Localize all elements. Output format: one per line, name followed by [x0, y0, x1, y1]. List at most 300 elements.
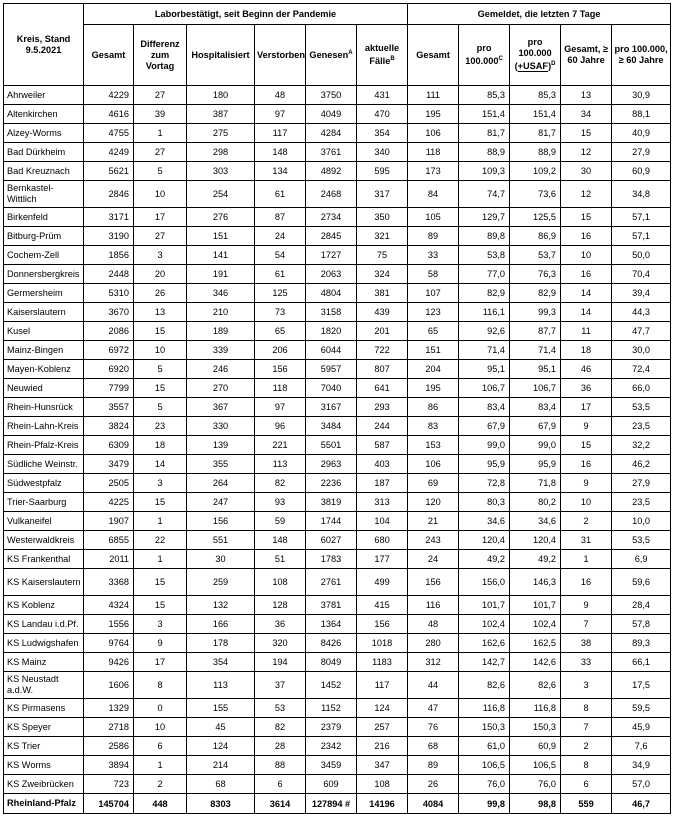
cell-week-60-plus-pro-100000: 57,0: [612, 775, 671, 794]
cell-genesen: 1820: [306, 322, 357, 341]
cell-gesamt: 9764: [84, 634, 134, 653]
cell-verstorben: 6: [255, 775, 306, 794]
cell-week-pro-100000-usaf: 49,2: [510, 550, 561, 569]
cell-week-60-plus: 17: [561, 398, 612, 417]
cell-gesamt: 2846: [84, 181, 134, 208]
cell-week-pro-100000: 76,0: [459, 775, 510, 794]
table-row: [4, 531, 671, 550]
cell-aktuelle-faelle: 313: [357, 493, 408, 512]
cell-region-name: Ahrweiler: [4, 86, 84, 105]
cell-region-name: Bad Kreuznach: [4, 162, 84, 181]
cell-differenz: 27: [134, 227, 187, 246]
cell-gesamt: 3479: [84, 455, 134, 474]
cell-gesamt: 1856: [84, 246, 134, 265]
cell-aktuelle-faelle: 117: [357, 672, 408, 699]
table-wrapper: [3, 3, 670, 814]
cell-week-60-plus: 9: [561, 474, 612, 493]
cell-differenz: 13: [134, 303, 187, 322]
cell-aktuelle-faelle: 244: [357, 417, 408, 436]
cell-week-pro-100000: 156,0: [459, 569, 510, 596]
cell-week-60-plus-pro-100000: 53,5: [612, 531, 671, 550]
header-aktuelle-faelle: [357, 25, 408, 86]
cell-region-name: Vulkaneifel: [4, 512, 84, 531]
table-row: [4, 672, 671, 699]
table-row: [4, 265, 671, 284]
cell-differenz: 20: [134, 265, 187, 284]
header-usaf-label-c: ): [548, 61, 552, 72]
cell-aktuelle-faelle: 187: [357, 474, 408, 493]
table-row: [4, 615, 671, 634]
cell-region-name: Altenkirchen: [4, 105, 84, 124]
cell-verstorben: 54: [255, 246, 306, 265]
cell-gesamt: 4616: [84, 105, 134, 124]
cell-week-60-plus: 16: [561, 569, 612, 596]
cell-region-name: KS Frankenthal: [4, 550, 84, 569]
cell-differenz: 27: [134, 86, 187, 105]
cell-week-60-plus-pro-100000: 40,9: [612, 124, 671, 143]
cell-aktuelle-faelle: 1183: [357, 653, 408, 672]
cell-verstorben: 24: [255, 227, 306, 246]
cell-genesen: 7040: [306, 379, 357, 398]
cell-week-pro-100000-usaf: 80,2: [510, 493, 561, 512]
cell-gesamt: 9426: [84, 653, 134, 672]
cell-week-60-plus: 33: [561, 653, 612, 672]
cell-region-name: KS Neustadt a.d.W.: [4, 672, 84, 699]
cell-region-name: Germersheim: [4, 284, 84, 303]
cell-week-60-plus-pro-100000: 30,9: [612, 86, 671, 105]
cell-week-gesamt: 120: [408, 493, 459, 512]
cell-week-60-plus-pro-100000: 57,8: [612, 615, 671, 634]
cell-region-name: KS Landau i.d.Pf.: [4, 615, 84, 634]
cell-week-60-plus: 12: [561, 143, 612, 162]
cell-hospitalisiert: 247: [187, 493, 255, 512]
cell-gesamt: 4229: [84, 86, 134, 105]
cell-region-name: Birkenfeld: [4, 208, 84, 227]
cell-hospitalisiert: 124: [187, 737, 255, 756]
cell-region-name: Südliche Weinstr.: [4, 455, 84, 474]
cell-genesen: 1783: [306, 550, 357, 569]
cell-genesen: 6044: [306, 341, 357, 360]
cell-week-60-plus: 36: [561, 379, 612, 398]
cell-region-name: Rhein-Pfalz-Kreis: [4, 436, 84, 455]
footnote-a: A: [348, 50, 353, 57]
cell-week-60-plus: 15: [561, 124, 612, 143]
cell-aktuelle-faelle: 470: [357, 105, 408, 124]
cell-verstorben: 118: [255, 379, 306, 398]
cell-hospitalisiert: 330: [187, 417, 255, 436]
cell-week-60-plus: 38: [561, 634, 612, 653]
cell-aktuelle-faelle: 587: [357, 436, 408, 455]
cell-hospitalisiert: 346: [187, 284, 255, 303]
cell-week-60-plus-pro-100000: 44,3: [612, 303, 671, 322]
cell-aktuelle-faelle: 595: [357, 162, 408, 181]
cell-week-pro-100000: 102,4: [459, 615, 510, 634]
cell-hospitalisiert: 178: [187, 634, 255, 653]
cell-hospitalisiert: 45: [187, 718, 255, 737]
cell-week-gesamt: 84: [408, 181, 459, 208]
cell-region-name: KS Koblenz: [4, 596, 84, 615]
cell-aktuelle-faelle: 340: [357, 143, 408, 162]
cell-region-name: Mainz-Bingen: [4, 341, 84, 360]
cell-genesen: 3167: [306, 398, 357, 417]
cell-week-gesamt: 24: [408, 550, 459, 569]
table-row: [4, 303, 671, 322]
table-row: [4, 284, 671, 303]
cell-verstorben: 113: [255, 455, 306, 474]
cell-week-pro-100000: 106,5: [459, 756, 510, 775]
cell-week-pro-100000-usaf: 125,5: [510, 208, 561, 227]
cell-week-60-plus: 3: [561, 672, 612, 699]
table-row: [4, 474, 671, 493]
cell-week-gesamt: 105: [408, 208, 459, 227]
cell-week-pro-100000: 49,2: [459, 550, 510, 569]
cell-genesen: 3484: [306, 417, 357, 436]
covid-statistics-table: [3, 3, 671, 814]
cell-week-gesamt: 89: [408, 756, 459, 775]
cell-gesamt: 2086: [84, 322, 134, 341]
cell-genesen: 2845: [306, 227, 357, 246]
cell-week-60-plus-pro-100000: 34,8: [612, 181, 671, 208]
table-row: [4, 143, 671, 162]
cell-week-60-plus: 10: [561, 493, 612, 512]
cell-hospitalisiert: 355: [187, 455, 255, 474]
cell-week-pro-100000: 142,7: [459, 653, 510, 672]
cell-differenz: 14: [134, 455, 187, 474]
table-row: [4, 756, 671, 775]
cell-week-pro-100000: 95,9: [459, 455, 510, 474]
cell-hospitalisiert: 276: [187, 208, 255, 227]
cell-differenz: 5: [134, 360, 187, 379]
cell-differenz: 15: [134, 493, 187, 512]
cell-differenz: 2: [134, 775, 187, 794]
cell-week-60-plus-pro-100000: 57,1: [612, 208, 671, 227]
cell-verstorben: 51: [255, 550, 306, 569]
cell-aktuelle-faelle: 439: [357, 303, 408, 322]
cell-genesen: 2063: [306, 265, 357, 284]
cell-differenz: 3: [134, 615, 187, 634]
cell-week-pro-100000: 72,8: [459, 474, 510, 493]
cell-differenz: 3: [134, 474, 187, 493]
cell-genesen: 5957: [306, 360, 357, 379]
cell-verstorben: 97: [255, 398, 306, 417]
cell-aktuelle-faelle: 350: [357, 208, 408, 227]
cell-week-gesamt: 48: [408, 615, 459, 634]
cell-week-gesamt: 89: [408, 227, 459, 246]
cell-genesen: 2342: [306, 737, 357, 756]
cell-differenz: 23: [134, 417, 187, 436]
cell-week-pro-100000: 95,1: [459, 360, 510, 379]
header-verstorben: Verstorben: [255, 25, 306, 86]
table-row: [4, 398, 671, 417]
cell-week-pro-100000-usaf: 76,0: [510, 775, 561, 794]
table-row: [4, 596, 671, 615]
cell-differenz: 15: [134, 379, 187, 398]
cell-aktuelle-faelle: 293: [357, 398, 408, 417]
cell-gesamt: 4324: [84, 596, 134, 615]
cell-genesen: 4892: [306, 162, 357, 181]
cell-week-60-plus-pro-100000: 66,0: [612, 379, 671, 398]
cell-verstorben: 93: [255, 493, 306, 512]
cell-hospitalisiert: 367: [187, 398, 255, 417]
cell-region-name: KS Trier: [4, 737, 84, 756]
cell-week-60-plus-pro-100000: 32,2: [612, 436, 671, 455]
cell-week-60-plus-pro-100000: 47,7: [612, 322, 671, 341]
cell-genesen: 1364: [306, 615, 357, 634]
cell-aktuelle-faelle: 177: [357, 550, 408, 569]
cell-genesen: 4804: [306, 284, 357, 303]
table-row: [4, 569, 671, 596]
cell-gesamt: 3824: [84, 417, 134, 436]
cell-verstorben: 194: [255, 653, 306, 672]
header-week-60-plus: Gesamt, ≥ 60 Jahre: [561, 25, 612, 86]
cell-gesamt: 3557: [84, 398, 134, 417]
table-row: [4, 208, 671, 227]
cell-week-pro-100000: 88,9: [459, 143, 510, 162]
cell-week-60-plus: 559: [561, 794, 612, 814]
cell-hospitalisiert: 264: [187, 474, 255, 493]
cell-hospitalisiert: 254: [187, 181, 255, 208]
cell-gesamt: 1907: [84, 512, 134, 531]
cell-week-60-plus-pro-100000: 50,0: [612, 246, 671, 265]
cell-week-pro-100000: 92,6: [459, 322, 510, 341]
cell-aktuelle-faelle: 722: [357, 341, 408, 360]
cell-week-pro-100000-usaf: 101,7: [510, 596, 561, 615]
cell-aktuelle-faelle: 156: [357, 615, 408, 634]
cell-genesen: 3761: [306, 143, 357, 162]
cell-hospitalisiert: 387: [187, 105, 255, 124]
cell-verstorben: 148: [255, 143, 306, 162]
cell-genesen: 127894 #: [306, 794, 357, 814]
table-row: [4, 775, 671, 794]
cell-week-pro-100000: 151,4: [459, 105, 510, 124]
cell-week-pro-100000: 67,9: [459, 417, 510, 436]
cell-gesamt: 4225: [84, 493, 134, 512]
cell-week-pro-100000-usaf: 109,2: [510, 162, 561, 181]
cell-week-60-plus-pro-100000: 53,5: [612, 398, 671, 417]
cell-week-60-plus: 14: [561, 303, 612, 322]
table-row: [4, 105, 671, 124]
cell-gesamt: 2448: [84, 265, 134, 284]
cell-differenz: 27: [134, 143, 187, 162]
table-row: [4, 550, 671, 569]
cell-week-pro-100000-usaf: 83,4: [510, 398, 561, 417]
cell-hospitalisiert: 8303: [187, 794, 255, 814]
cell-hospitalisiert: 275: [187, 124, 255, 143]
cell-week-60-plus: 34: [561, 105, 612, 124]
cell-region-name: Rheinland-Pfalz: [4, 794, 84, 814]
cell-genesen: 2379: [306, 718, 357, 737]
cell-hospitalisiert: 191: [187, 265, 255, 284]
table-row: [4, 718, 671, 737]
cell-hospitalisiert: 113: [187, 672, 255, 699]
cell-gesamt: 6972: [84, 341, 134, 360]
cell-region-name: KS Mainz: [4, 653, 84, 672]
cell-region-name: Rhein-Lahn-Kreis: [4, 417, 84, 436]
cell-differenz: 1: [134, 550, 187, 569]
cell-week-60-plus-pro-100000: 23,5: [612, 417, 671, 436]
cell-week-pro-100000-usaf: 162,5: [510, 634, 561, 653]
cell-week-pro-100000-usaf: 106,5: [510, 756, 561, 775]
cell-week-pro-100000: 81,7: [459, 124, 510, 143]
cell-verstorben: 61: [255, 181, 306, 208]
table-row: [4, 737, 671, 756]
cell-week-pro-100000: 85,3: [459, 86, 510, 105]
cell-hospitalisiert: 139: [187, 436, 255, 455]
cell-verstorben: 320: [255, 634, 306, 653]
cell-week-pro-100000-usaf: 88,9: [510, 143, 561, 162]
table-row: [4, 246, 671, 265]
cell-gesamt: 1606: [84, 672, 134, 699]
cell-week-60-plus-pro-100000: 39,4: [612, 284, 671, 303]
cell-week-pro-100000-usaf: 150,3: [510, 718, 561, 737]
cell-hospitalisiert: 189: [187, 322, 255, 341]
cell-differenz: 5: [134, 162, 187, 181]
cell-region-name: Südwestpfalz: [4, 474, 84, 493]
cell-week-gesamt: 4084: [408, 794, 459, 814]
header-gesamt: Gesamt: [84, 25, 134, 86]
cell-week-60-plus-pro-100000: 34,9: [612, 756, 671, 775]
cell-week-60-plus: 13: [561, 86, 612, 105]
cell-region-name: KS Zweibrücken: [4, 775, 84, 794]
cell-region-name: KS Pirmasens: [4, 699, 84, 718]
cell-week-60-plus-pro-100000: 23,5: [612, 493, 671, 512]
cell-week-pro-100000: 61,0: [459, 737, 510, 756]
cell-region-name: Kaiserslautern: [4, 303, 84, 322]
cell-gesamt: 1329: [84, 699, 134, 718]
cell-week-pro-100000: 71,4: [459, 341, 510, 360]
cell-week-gesamt: 83: [408, 417, 459, 436]
cell-week-gesamt: 86: [408, 398, 459, 417]
cell-gesamt: 2586: [84, 737, 134, 756]
cell-week-gesamt: 21: [408, 512, 459, 531]
cell-week-pro-100000: 74,7: [459, 181, 510, 208]
cell-differenz: 18: [134, 436, 187, 455]
cell-genesen: 6027: [306, 531, 357, 550]
cell-week-60-plus: 7: [561, 615, 612, 634]
cell-gesamt: 4249: [84, 143, 134, 162]
cell-week-gesamt: 116: [408, 596, 459, 615]
cell-gesamt: 7799: [84, 379, 134, 398]
cell-week-pro-100000-usaf: 142,6: [510, 653, 561, 672]
header-genesen: [306, 25, 357, 86]
cell-week-pro-100000-usaf: 67,9: [510, 417, 561, 436]
table-row: [4, 417, 671, 436]
table-row: [4, 512, 671, 531]
cell-week-pro-100000: 82,6: [459, 672, 510, 699]
cell-aktuelle-faelle: 257: [357, 718, 408, 737]
cell-region-name: Trier-Saarburg: [4, 493, 84, 512]
cell-week-60-plus: 16: [561, 227, 612, 246]
cell-week-pro-100000: 109,3: [459, 162, 510, 181]
cell-hospitalisiert: 246: [187, 360, 255, 379]
cell-genesen: 1152: [306, 699, 357, 718]
cell-genesen: 1452: [306, 672, 357, 699]
cell-hospitalisiert: 214: [187, 756, 255, 775]
cell-aktuelle-faelle: 347: [357, 756, 408, 775]
cell-week-pro-100000: 99,8: [459, 794, 510, 814]
cell-week-pro-100000-usaf: 120,4: [510, 531, 561, 550]
footnote-d: D: [551, 61, 556, 68]
cell-week-gesamt: 65: [408, 322, 459, 341]
cell-gesamt: 3190: [84, 227, 134, 246]
cell-week-60-plus-pro-100000: 89,3: [612, 634, 671, 653]
cell-week-60-plus-pro-100000: 59,5: [612, 699, 671, 718]
cell-week-pro-100000-usaf: 95,9: [510, 455, 561, 474]
cell-week-60-plus: 2: [561, 512, 612, 531]
cell-gesamt: 2011: [84, 550, 134, 569]
cell-genesen: 609: [306, 775, 357, 794]
usaf-link[interactable]: +USAF: [517, 61, 549, 72]
cell-region-name: Kusel: [4, 322, 84, 341]
header-usaf-label-a: pro 100.000 (: [514, 37, 552, 72]
table-row: [4, 227, 671, 246]
cell-verstorben: 96: [255, 417, 306, 436]
table-row: [4, 455, 671, 474]
cell-week-60-plus-pro-100000: 6,9: [612, 550, 671, 569]
cell-hospitalisiert: 270: [187, 379, 255, 398]
cell-week-gesamt: 68: [408, 737, 459, 756]
cell-week-gesamt: 243: [408, 531, 459, 550]
cell-week-pro-100000: 150,3: [459, 718, 510, 737]
cell-differenz: 17: [134, 208, 187, 227]
cell-hospitalisiert: 259: [187, 569, 255, 596]
cell-aktuelle-faelle: 403: [357, 455, 408, 474]
table-row: [4, 634, 671, 653]
cell-gesamt: 6855: [84, 531, 134, 550]
cell-genesen: 3819: [306, 493, 357, 512]
cell-gesamt: 1556: [84, 615, 134, 634]
cell-aktuelle-faelle: 354: [357, 124, 408, 143]
cell-hospitalisiert: 339: [187, 341, 255, 360]
cell-aktuelle-faelle: 324: [357, 265, 408, 284]
table-row: [4, 436, 671, 455]
cell-week-60-plus-pro-100000: 59,6: [612, 569, 671, 596]
cell-week-pro-100000: 106,7: [459, 379, 510, 398]
cell-week-pro-100000-usaf: 87,7: [510, 322, 561, 341]
cell-differenz: 1: [134, 512, 187, 531]
cell-week-pro-100000: 99,0: [459, 436, 510, 455]
cell-verstorben: 48: [255, 86, 306, 105]
cell-week-60-plus-pro-100000: 45,9: [612, 718, 671, 737]
cell-week-60-plus-pro-100000: 7,6: [612, 737, 671, 756]
cell-week-pro-100000-usaf: 34,6: [510, 512, 561, 531]
cell-week-pro-100000-usaf: 146,3: [510, 569, 561, 596]
cell-verstorben: 61: [255, 265, 306, 284]
cell-gesamt: 2718: [84, 718, 134, 737]
cell-week-60-plus: 8: [561, 756, 612, 775]
cell-aktuelle-faelle: 431: [357, 86, 408, 105]
cell-week-60-plus: 6: [561, 775, 612, 794]
header-week-pro-100000: [459, 25, 510, 86]
cell-week-pro-100000: 116,1: [459, 303, 510, 322]
cell-hospitalisiert: 303: [187, 162, 255, 181]
cell-week-gesamt: 204: [408, 360, 459, 379]
cell-week-pro-100000: 162,6: [459, 634, 510, 653]
cell-gesamt: 6920: [84, 360, 134, 379]
cell-gesamt: 3894: [84, 756, 134, 775]
cell-week-pro-100000-usaf: 60,9: [510, 737, 561, 756]
cell-aktuelle-faelle: 75: [357, 246, 408, 265]
cell-verstorben: 73: [255, 303, 306, 322]
cell-verstorben: 128: [255, 596, 306, 615]
cell-week-pro-100000: 89,8: [459, 227, 510, 246]
cell-differenz: 8: [134, 672, 187, 699]
cell-week-pro-100000-usaf: 82,9: [510, 284, 561, 303]
lab-confirmed-group-header: Laborbestätigt, seit Beginn der Pandemie: [84, 4, 408, 25]
cell-gesamt: 5621: [84, 162, 134, 181]
header-week-60-plus-pro-100000: pro 100.000, ≥ 60 Jahre: [612, 25, 671, 86]
cell-genesen: 3459: [306, 756, 357, 775]
